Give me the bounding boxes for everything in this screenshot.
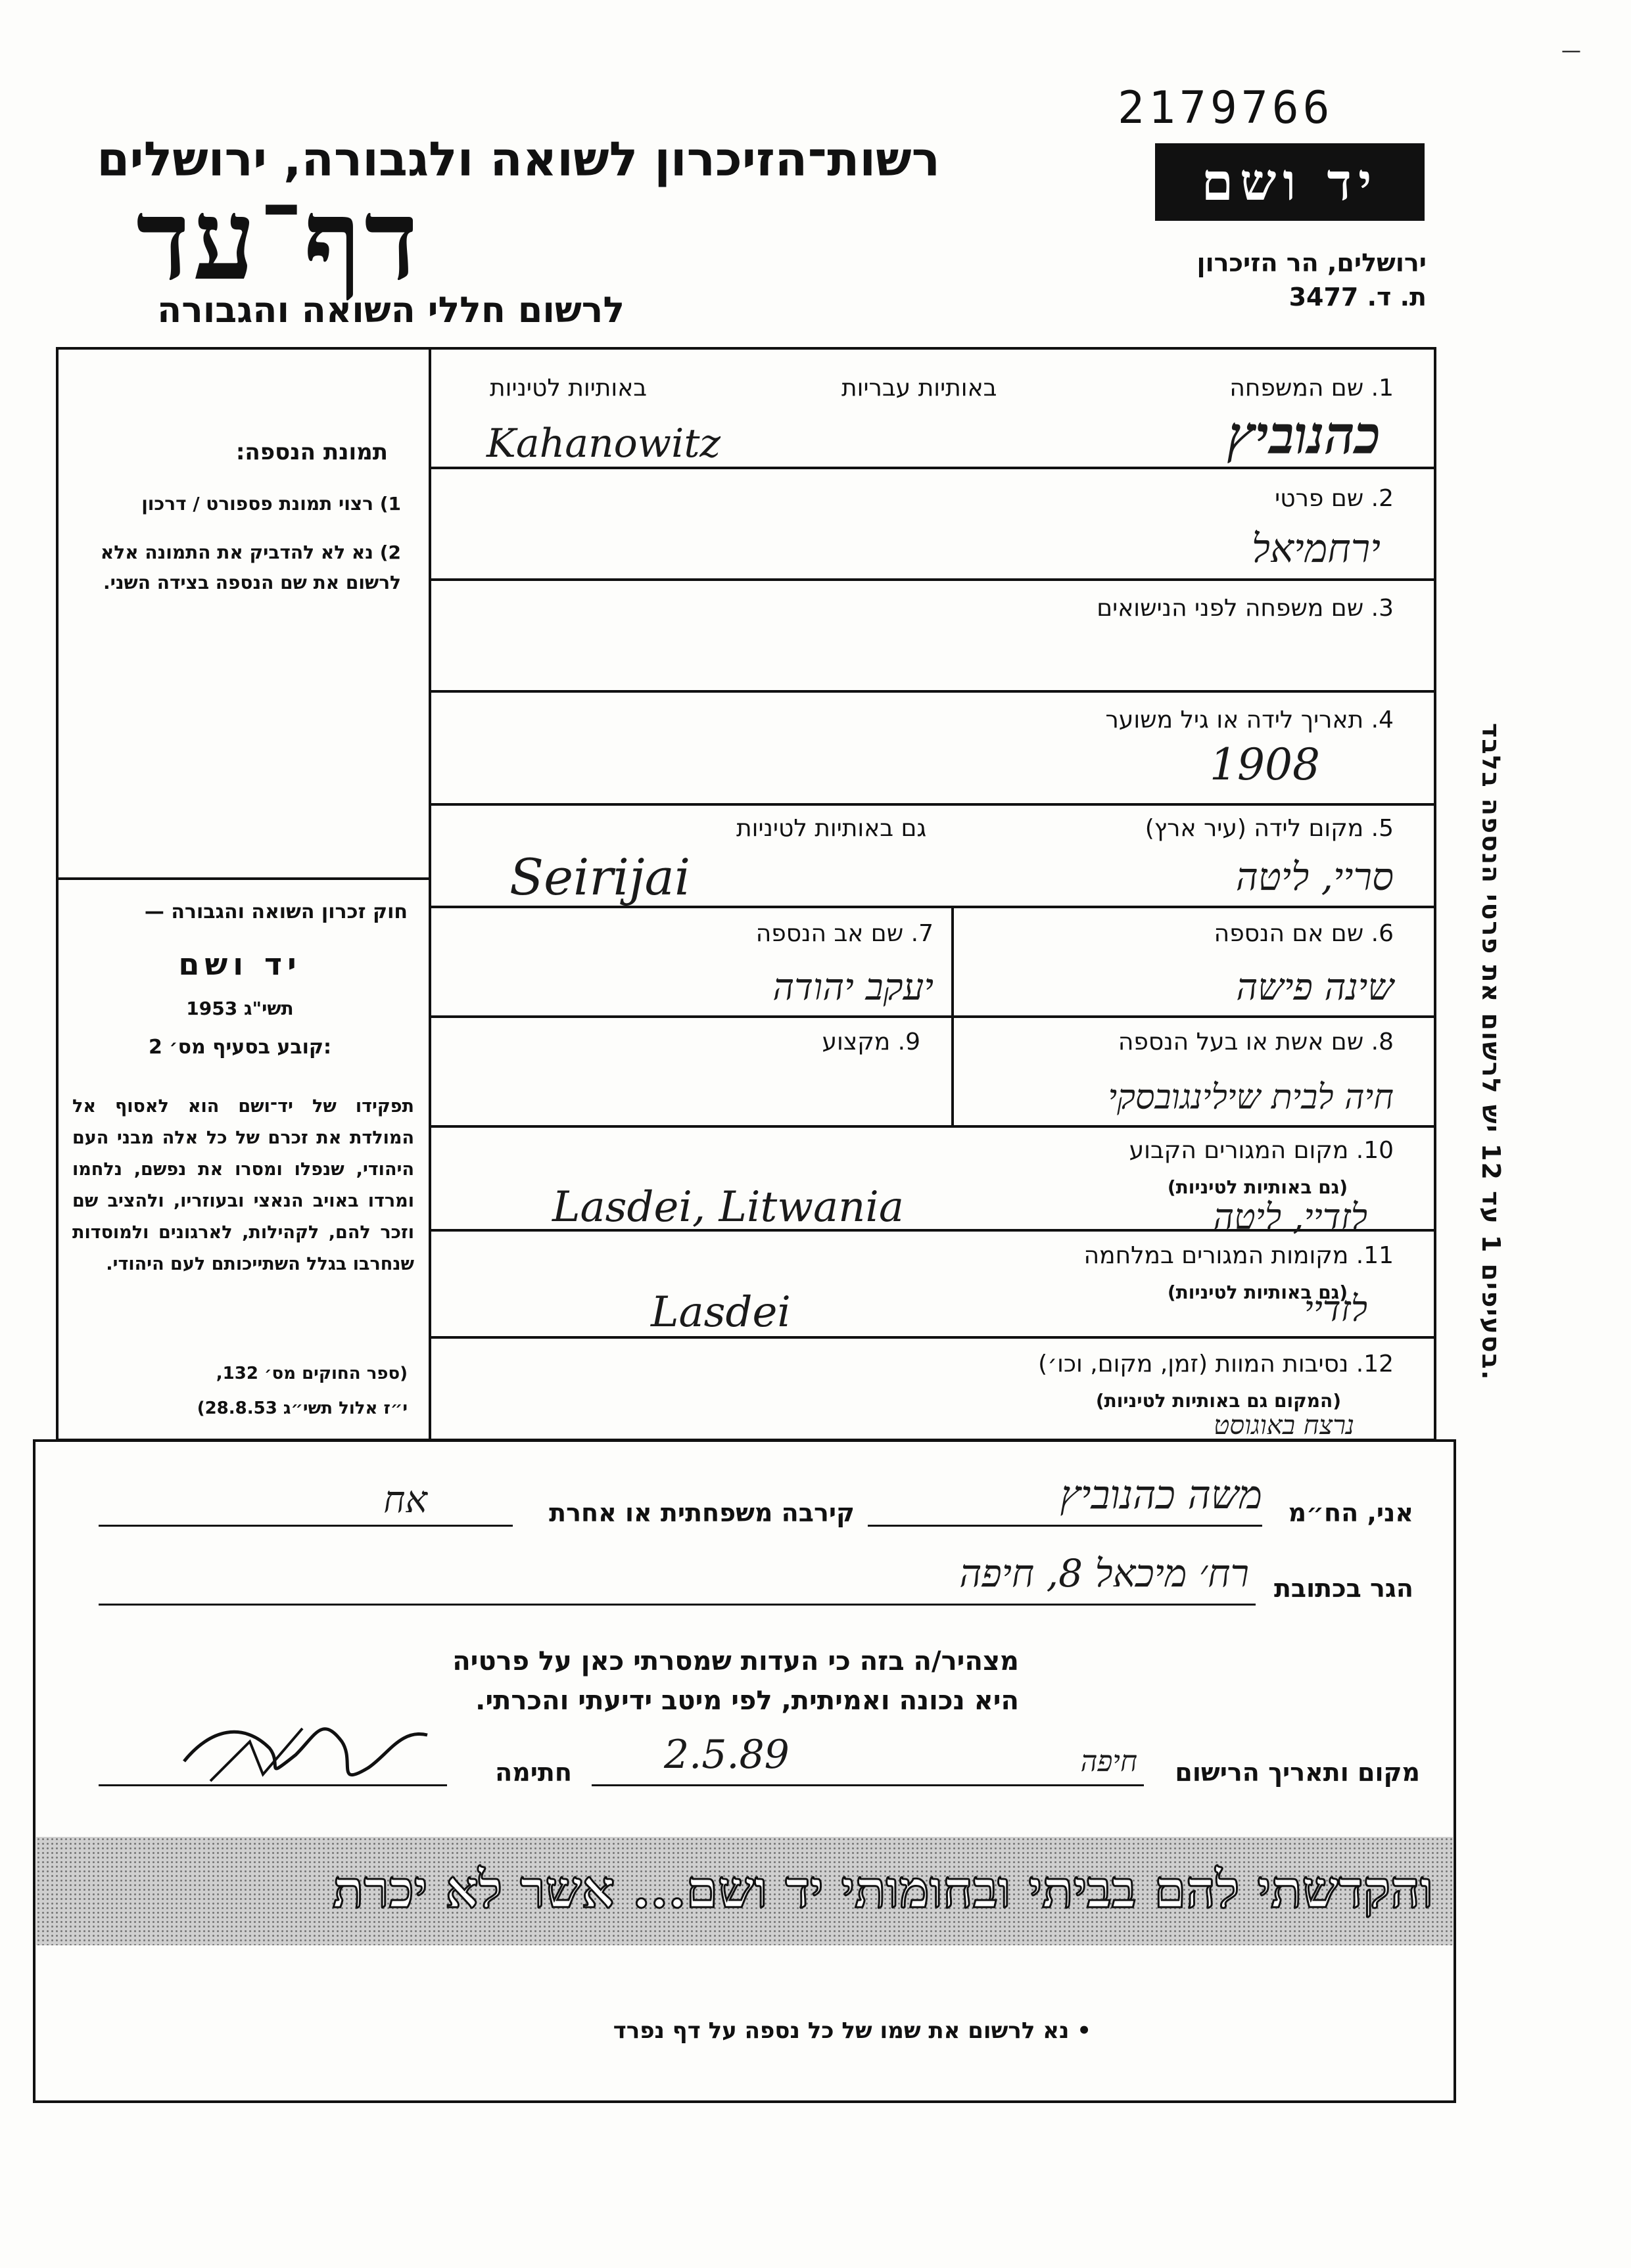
signature-label: חתימה bbox=[495, 1758, 572, 1787]
bullet: • bbox=[1077, 2018, 1091, 2044]
field-12-value[interactable]: נרצח באוגוסט bbox=[1214, 1410, 1354, 1441]
field-8-label: 8. שם אשת או בעל הנספה bbox=[1118, 1029, 1394, 1055]
field-4-label: 4. תאריך לידה או גיל משוער bbox=[1105, 706, 1394, 733]
relation-label: קירבה משפחתית או אחרת bbox=[549, 1498, 855, 1527]
law-year: תשי"ג 1953 bbox=[186, 998, 294, 1019]
field-3-label: 3. שם משפחה לפני הנישואים bbox=[1097, 595, 1394, 622]
place-date-label: מקום ותאריך הרישום bbox=[1175, 1758, 1420, 1787]
corner-mark: — bbox=[1561, 39, 1581, 62]
bottom-note-text: נא לרשום את שמו של כל נספה על דף נפרד bbox=[613, 2018, 1070, 2044]
field-1-label: 1. שם המשפחה bbox=[1229, 375, 1394, 402]
field-2-label: 2. שם פרטי bbox=[1275, 485, 1394, 512]
field-12-label: 12. נסיבות המוות (זמן, מקום, וכו׳) bbox=[1038, 1351, 1394, 1377]
field-7-label: 7. שם אב הנספה bbox=[755, 920, 934, 947]
field-11-sublabel: (גם באותיות לטיניות) bbox=[1167, 1282, 1348, 1303]
field-8-value[interactable]: חיה לבית שילינגובסקי bbox=[1108, 1078, 1394, 1117]
address-value[interactable]: רח׳ מיכאל 8, חיפה bbox=[959, 1551, 1249, 1596]
field-1-hebrew-header: באותיות עבריות bbox=[841, 375, 997, 402]
logo-text: יד ושם bbox=[1201, 152, 1379, 212]
field-12-sublabel: (המקום גם באותיות לטיניות) bbox=[1095, 1390, 1341, 1412]
field-11-hebrew-value[interactable]: לזדיי bbox=[1304, 1288, 1367, 1330]
photo-note-2: 2) נא לא להדביק את התמונה אלא לרשום את שם הנספה בצידה השני. bbox=[100, 542, 401, 593]
po-box: ת. ד. 3477 bbox=[1288, 283, 1427, 312]
field-11-label: 11. מקומות המגורים במלחמה bbox=[1083, 1242, 1394, 1269]
law-clause: קובע בסעיף מס׳ 2: bbox=[148, 1036, 332, 1059]
authority-title: רשות־הזיכרון לשואה ולגבורה, ירושלים bbox=[97, 131, 940, 187]
field-9-label: 9. מקצוע bbox=[822, 1029, 920, 1055]
field-5-label: 5. מקום לידה (עיר ארץ) bbox=[1145, 815, 1394, 842]
subtitle: לרשום חללי השואה והגבורה bbox=[157, 289, 625, 331]
declarant-prefix: אני, הח״מ bbox=[1288, 1498, 1413, 1527]
bottom-note bbox=[460, 2018, 1091, 2044]
statement-line-2: היא נכונה ואמיתית, לפי מיטב ידיעתי והכרתי. bbox=[475, 1686, 1019, 1716]
statement-line-1: מצהיר/ה בזה כי העדות שמסרתי כאן על פרטיה bbox=[452, 1646, 1019, 1677]
field-1-latin-value[interactable]: Kahanowitz bbox=[486, 421, 721, 467]
field-5-latin-header: גם באותיות לטיניות bbox=[736, 815, 927, 842]
field-5-hebrew-value[interactable]: סריי, ליטה bbox=[1235, 854, 1394, 899]
field-10-latin-value[interactable]: Lasdei, Litwania bbox=[552, 1183, 904, 1232]
field-1-hebrew-value[interactable]: כהנוביץ bbox=[1227, 404, 1381, 466]
declarant-name[interactable]: משה כהנוביץ bbox=[1060, 1472, 1262, 1518]
field-7-value[interactable]: יעקב יהודה bbox=[772, 966, 934, 1009]
law-title: חוק זכרון השואה והגבורה — bbox=[144, 900, 408, 923]
field-6-label: 6. שם אם הנספה bbox=[1214, 920, 1394, 947]
field-6-value[interactable]: שינה פישה bbox=[1236, 966, 1394, 1009]
date-value[interactable]: 2.5.89 bbox=[664, 1732, 790, 1778]
address-label: הגר בכתובת bbox=[1273, 1574, 1413, 1603]
page-title: דף־עד bbox=[136, 174, 421, 306]
law-source: (ספר החוקים מס׳ 132, bbox=[216, 1364, 408, 1383]
photo-title: תמונת הנספה: bbox=[235, 439, 388, 465]
signature-scribble bbox=[171, 1702, 447, 1801]
field-1-latin-header: באותיות לטיניות bbox=[490, 375, 648, 402]
law-body: תפקידו של יד־ושם הוא לאסוף אל המולדת את זכרם של כל אלה מבני העם היהודי, שנפלו ומסרו את נפשם, נלחמו ומרדו באויב הנאצי ובעוזריו, ולהציב שם וזכר להם, לקהילות, לארגונים ולמוסדות שנחרבו בגלל השתייכותם לעם היהודי. bbox=[72, 1096, 414, 1274]
registration-number: 2179766 bbox=[1118, 82, 1334, 134]
address-line: ירושלים, הר הזיכרון bbox=[1196, 248, 1427, 277]
field-10-label: 10. מקום המגורים הקבוע bbox=[1129, 1137, 1394, 1164]
place-value[interactable]: חיפה bbox=[1080, 1745, 1137, 1778]
field-5-latin-value[interactable]: Seirijai bbox=[509, 848, 691, 906]
yad-vashem-logo bbox=[1155, 143, 1425, 221]
field-10-sublabel: (גם באותיות לטיניות) bbox=[1167, 1176, 1348, 1198]
law-name: יד ושם bbox=[178, 946, 302, 982]
field-4-value[interactable]: 1908 bbox=[1210, 739, 1320, 790]
photo-note-1: 1) רצוי תמונת פספורט / דרכון bbox=[141, 493, 401, 515]
field-11-latin-value[interactable]: Lasdei bbox=[651, 1288, 791, 1337]
relation-value[interactable]: אח bbox=[383, 1479, 427, 1521]
law-date: י״ז אלול תשי״ג 28.8.53) bbox=[197, 1399, 408, 1418]
field-10-hebrew-value[interactable]: לזדיי, ליטה bbox=[1213, 1196, 1367, 1238]
slogan-text: והקדשתי להם בביתי ובחומותי יד ושם... אשר לא יכרת bbox=[332, 1860, 1433, 1920]
field-2-value[interactable]: ירחמיאל bbox=[1251, 526, 1381, 572]
side-note: בסעיפים 1 עד 12 יש לרשום את פרטי הנספה בלבד. bbox=[1477, 723, 1505, 1381]
